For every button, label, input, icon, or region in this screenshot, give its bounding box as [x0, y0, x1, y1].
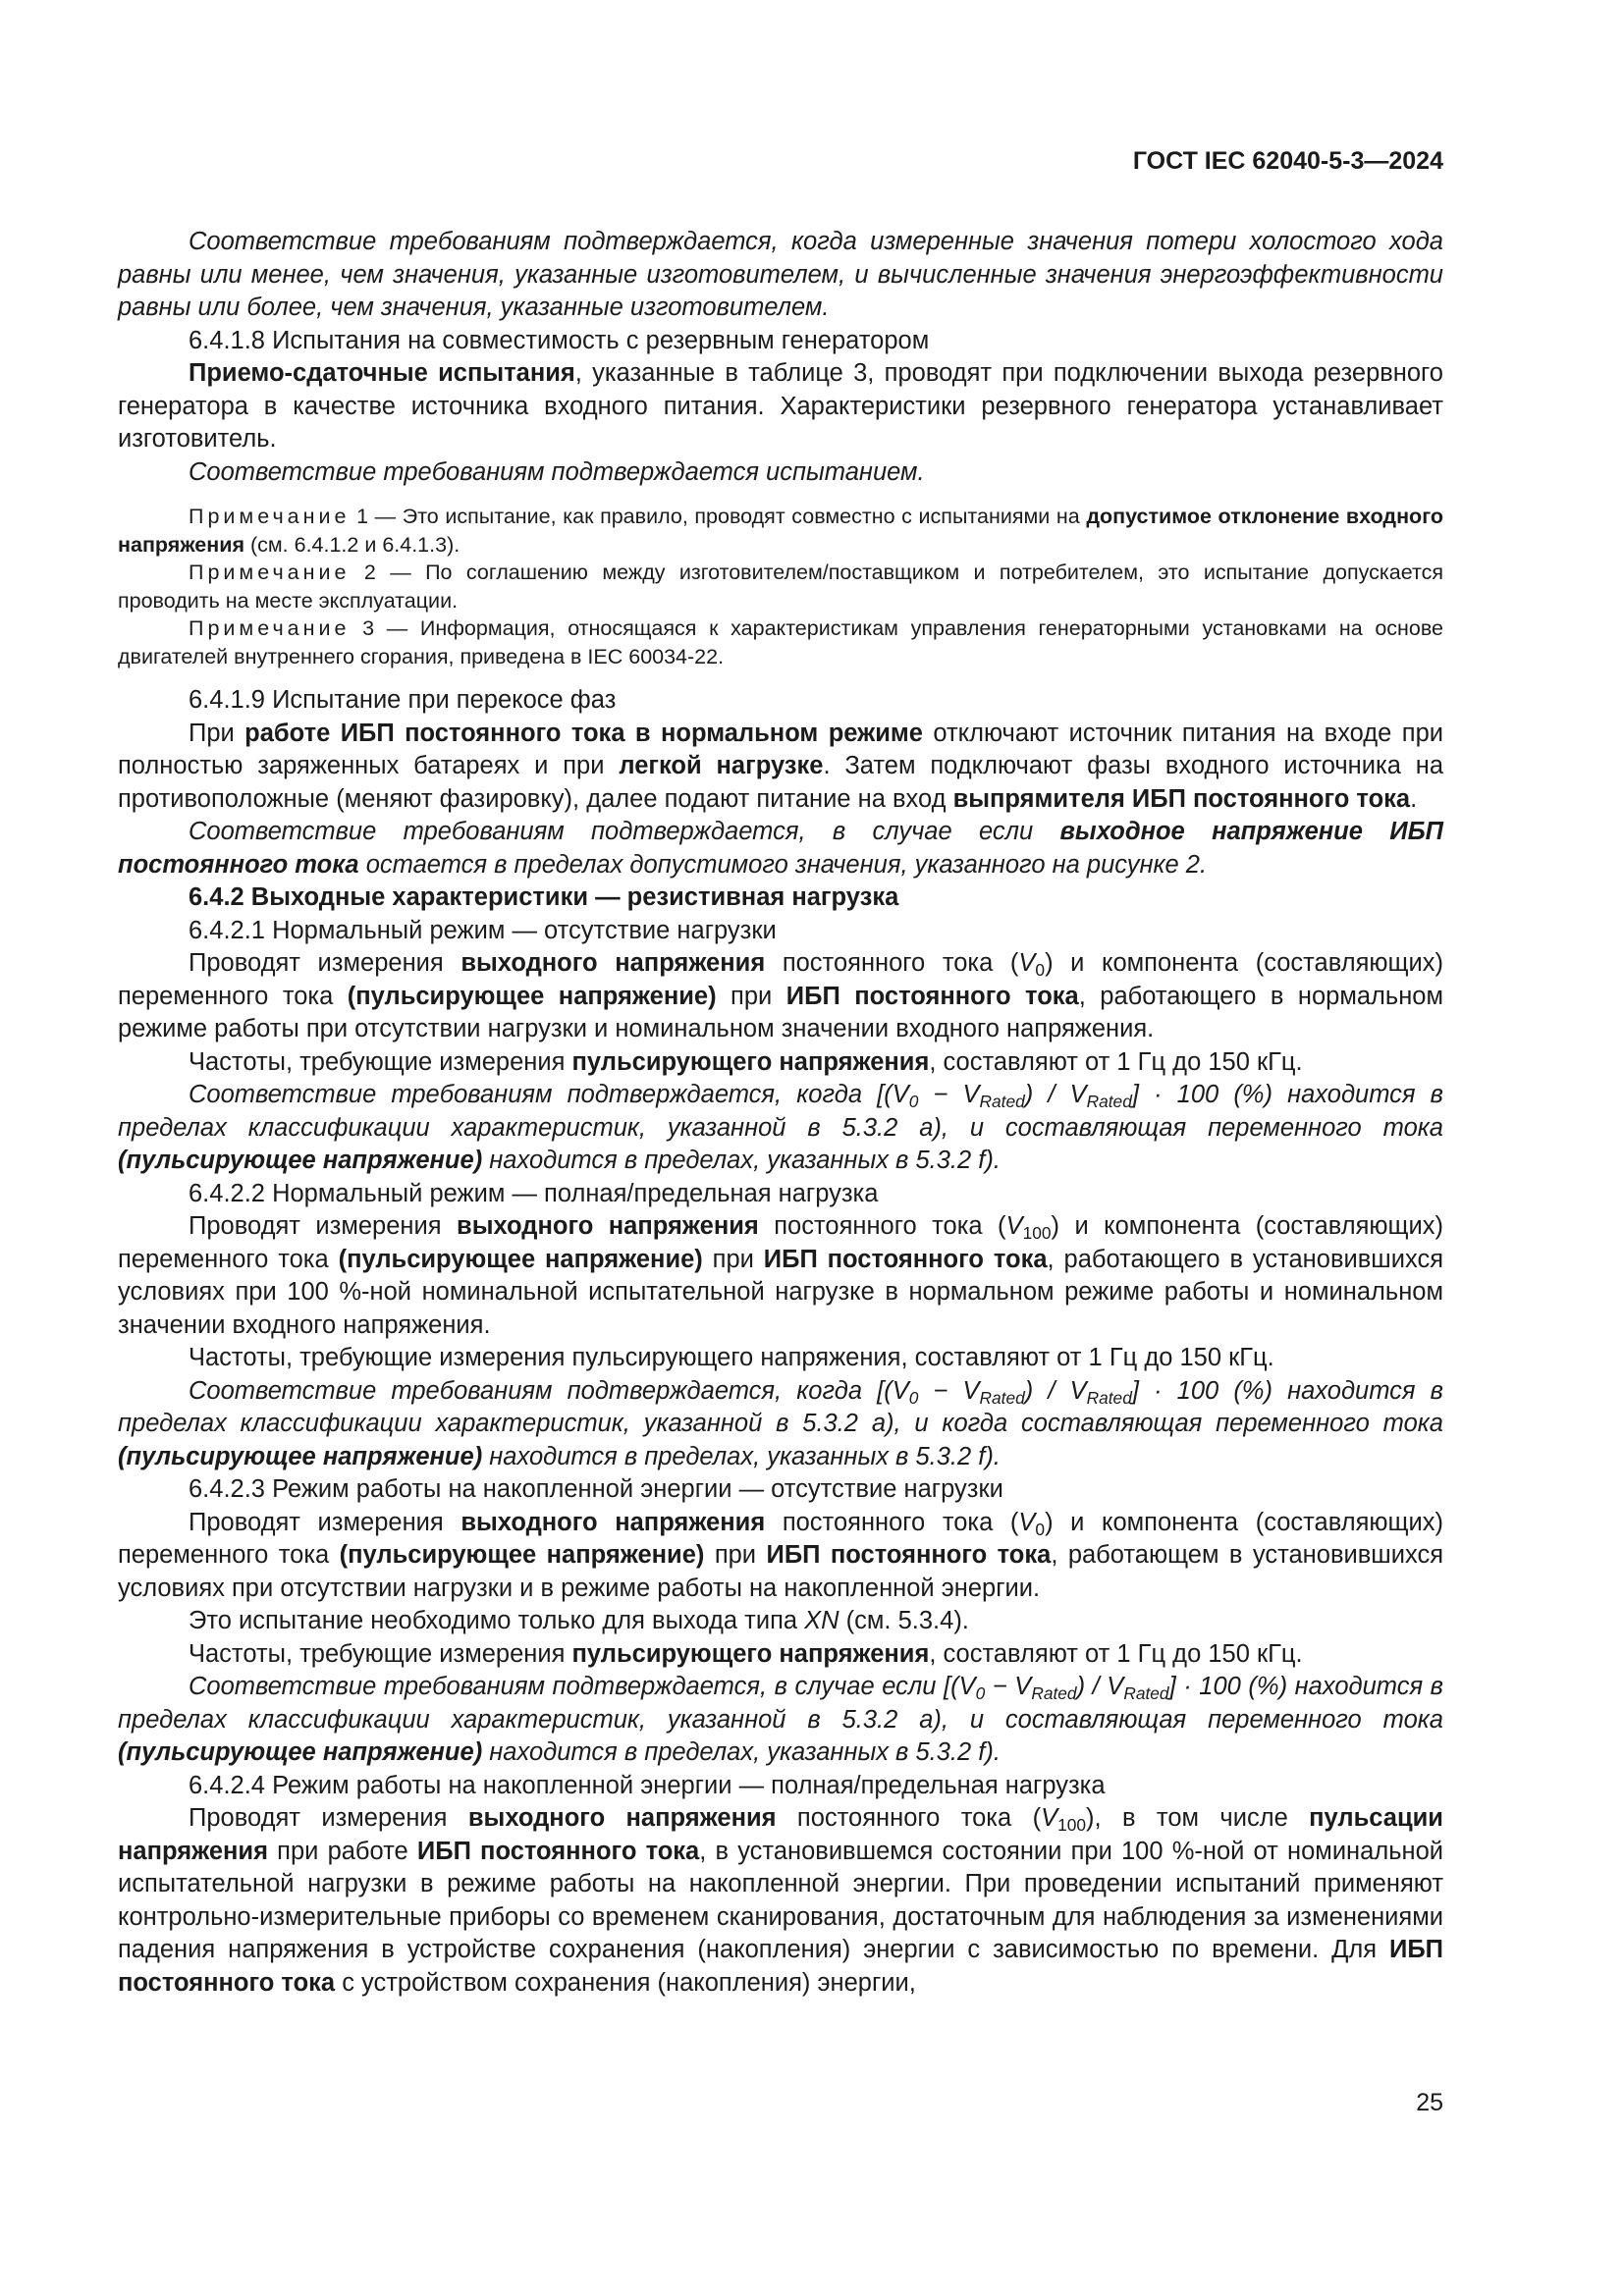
paragraph-compliance-no-load-losses: Соответствие требованиям подтверждается, когда измеренные значения потери холостого хода равны или менее, чем значения, указанные изготовителем, и вычисленные значения энергоэффективности равны или более, чем значения, указанные изготовителем. [118, 228, 1443, 321]
section-heading-6-4-2-1: 6.4.2.1 Нормальный режим — отсутствие нагрузки [189, 916, 777, 944]
note-1: Примечание 1 — Это испытание, как правило, проводят совместно с испытаниями на допустимое отклонение входного напряжения (см. 6.4.1.2 и 6.4.1.3). [118, 505, 1443, 557]
section-heading-6-4-2: 6.4.2 Выходные характеристики — резистивная нагрузка [189, 883, 899, 911]
paragraph-frequencies-3: Частоты, требующие измерения пульсирующего напряжения, составляют от 1 Гц до 150 кГц. [189, 1639, 1303, 1668]
paragraph-compliance-formula-1: Соответствие требованиям подтверждается, когда $[(V_0 - V_{Rated}) / V_{Rated}] \cdot 100$ (%) находится в пределах классификации характеристик, указанной в 5.3.2 а), и составляющая переменного тока (пульсирующее напряжение) находится в пределах, указанных в 5.3.2 f). [118, 1081, 1443, 1174]
page-body [118, 226, 1443, 2000]
paragraph-measure-v100-stored: Проводят измерения выходного напряжения постоянного тока $(V_{100})$, в том числе пульсации напряжения при работе ИБП постоянного тока, в установившемся состоянии при 100 %-ной от номинальной испытательной нагрузки в режиме работы на накопленной энергии. При проведении испытаний применяют контрольно-измерительные приборы со временем сканирования, достаточным для наблюдения за изменениями падения напряжения в устройстве сохранения (накопления) энергии с зависимостью по времени. Для ИБП постоянного тока с устройством сохранения (накопления) энергии, [118, 1804, 1443, 1997]
paragraph-compliance-formula-2: Соответствие требованиям подтверждается, когда $[(V_0 - V_{Rated}) / V_{Rated}] \cdot 100$ (%) находится в пределах классификации характеристик, указанной в 5.3.2 а), и когда составляющая переменного тока (пульсирующее напряжение) находится в пределах, указанных в 5.3.2 f). [118, 1376, 1443, 1470]
section-heading-6-4-2-4: 6.4.2.4 Режим работы на накопленной энергии — полная/предельная нагрузка [189, 1771, 1106, 1799]
document-code: ГОСТ IEC 62040-5-3—2024 [1132, 147, 1443, 175]
paragraph-compliance-formula-3: Соответствие требованиям подтверждается, в случае если $[(V_0 - V_{Rated}) / V_{Rated}] \cdot 100$ (%) находится в пределах классификации характеристик, указанной в 5.3.2 а), и составляющая переменного тока (пульсирующее напряжение) находится в пределах, указанных в 5.3.2 f). [118, 1673, 1443, 1766]
paragraph-measure-v100-normal: Проводят измерения выходного напряжения постоянного тока $(V_{100})$ и компонента (составляющих) переменного тока (пульсирующее напряжение) при ИБП постоянного тока, работающего в установившихся условиях при 100 %-ной номинальной испытательной нагрузке в нормальном режиме работы и номинальном значении входного напряжения. [118, 1212, 1444, 1339]
page-number: 25 [1416, 2089, 1443, 2116]
section-heading-6-4-1-9: 6.4.1.9 Испытание при перекосе фаз [189, 686, 617, 714]
section-heading-6-4-2-2: 6.4.2.2 Нормальный режим — полная/предельная нагрузка [189, 1179, 879, 1207]
section-heading-6-4-1-8: 6.4.1.8 Испытания на совместимость с резервным генератором [189, 326, 930, 354]
paragraph-frequencies-1: Частоты, требующие измерения пульсирующего напряжения, составляют от 1 Гц до 150 кГц. [189, 1047, 1303, 1076]
section-heading-6-4-2-3: 6.4.2.3 Режим работы на накопленной энергии — отсутствие нагрузки [189, 1475, 1003, 1503]
paragraph-compliance-phase: Соответствие требованиям подтверждается, в случае если выходное напряжение ИБП постоянного тока остается в пределах допустимого значения, указанного на рисунке 2. [118, 818, 1443, 879]
paragraph-frequencies-2: Частоты, требующие измерения пульсирующего напряжения, составляют от 1 Гц до 150 кГц. [189, 1344, 1274, 1371]
paragraph-xn-output: Это испытание необходимо только для выхода типа XN (см. 5.3.4). [189, 1607, 969, 1634]
paragraph-acceptance-tests: Приемо-сдаточные испытания, указанные в таблице 3, проводят при подключении выхода резервного генератора в качестве источника входного питания. Характеристики резервного генератора устанавливает изготовитель. [118, 359, 1443, 453]
paragraph-phase-imbalance: При работе ИБП постоянного тока в нормальном режиме отключают источник питания на входе при полностью заряженных батареях и при легкой нагрузке. Затем подключают фазы входного источника на противоположные (меняют фазировку), далее подают питание на вход выпрямителя ИБП постоянного тока. [118, 719, 1444, 813]
paragraph-measure-v0-normal: Проводят измерения выходного напряжения постоянного тока $(V_0)$ и компонента (составляющих) переменного тока (пульсирующее напряжение) при ИБП постоянного тока, работающего в нормальном режиме работы при отсутствии нагрузки и номинальном значении входного напряжения. [118, 949, 1444, 1042]
note-2: Примечание 2 — По соглашению между изготовителем/поставщиком и потребителем, это испытание допускается проводить на месте эксплуатации. [118, 561, 1443, 613]
paragraph-compliance-test: Соответствие требованиям подтверждается испытанием. [189, 457, 925, 486]
paragraph-measure-v0-stored: Проводят измерения выходного напряжения постоянного тока $(V_0)$ и компонента (составляющих) переменного тока (пульсирующее напряжение) при ИБП постоянного тока, работающем в установившихся условиях при отсутствии нагрузки и в режиме работы на накопленной энергии. [118, 1508, 1444, 1602]
note-3: Примечание 3 — Информация, относящаяся к характеристикам управления генераторными установками на основе двигателей внутреннего сгорания, приведена в IEC 60034-22. [118, 616, 1443, 668]
